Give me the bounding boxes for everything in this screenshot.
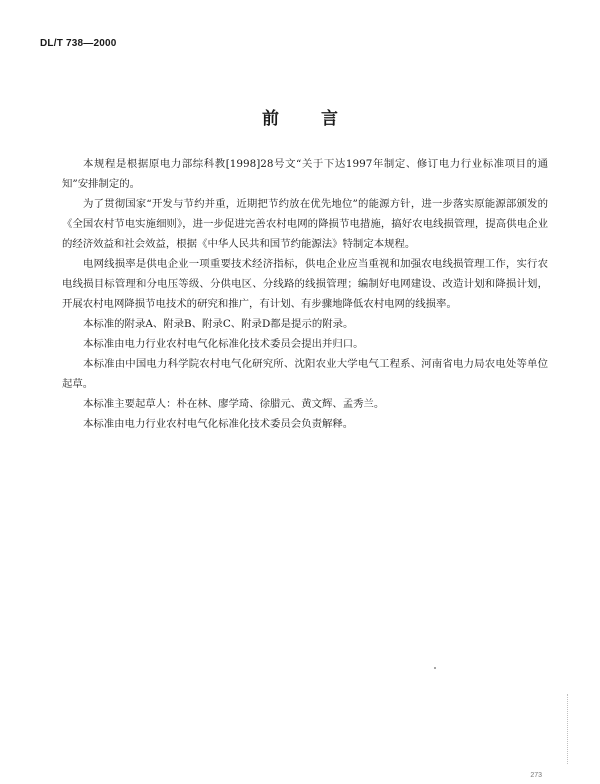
paragraph-drafting-units: 本标准由中国电力科学院农村电气化研究所、沈阳农业大学电气工程系、河南省电力局农电处等单位起草。 xyxy=(62,358,548,390)
page-title: 前言 xyxy=(262,109,380,129)
paragraph-drafters: 本标准主要起草人：朴在林、廖学琦、徐腊元、黄文辉、孟秀兰。 xyxy=(83,398,385,410)
paragraph-interpretation: 本标准由电力行业农村电气化标准化技术委员会负责解释。 xyxy=(83,418,354,430)
paragraph-appendices: 本标准的附录A、附录B、附录C、附录D都是提示的附录。 xyxy=(83,318,354,330)
scan-speck xyxy=(434,667,436,669)
paragraph-proposer: 本标准由电力行业农村电气化标准化技术委员会提出并归口。 xyxy=(83,338,364,350)
scan-margin-mark xyxy=(567,694,569,764)
page-number: 273 xyxy=(530,772,542,779)
paragraph-basis: 本规程是根据原电力部综科教[1998]28号文“关于下达1997年制定、修订电力行业标准项目的通知”安排制定的。 xyxy=(62,158,548,190)
standard-code: DL/T 738—2000 xyxy=(40,38,117,49)
paragraph-line-loss: 电网线损率是供电企业一项重要技术经济指标，供电企业应当重视和加强农电线损管理工作，实行农电线损目标管理和分电压等级、分供电区、分线路的线损管理；编制好电网建设、改造计划和降损计划，开展农村电网降损节电技术的研究和推广，有计划、有步骤地降低农村电网的线损率。 xyxy=(62,258,548,310)
paragraph-purpose: 为了贯彻国家“开发与节约并重，近期把节约放在优先地位”的能源方针，进一步落实原能源部颁发的《全国农村节电实施细则》，进一步促进完善农村电网的降损节电措施，搞好农电线损管理，提高供电企业的经济效益和社会效益，根据《中华人民共和国节约能源法》特制定本规程。 xyxy=(62,198,548,250)
foreword-body xyxy=(62,154,548,434)
